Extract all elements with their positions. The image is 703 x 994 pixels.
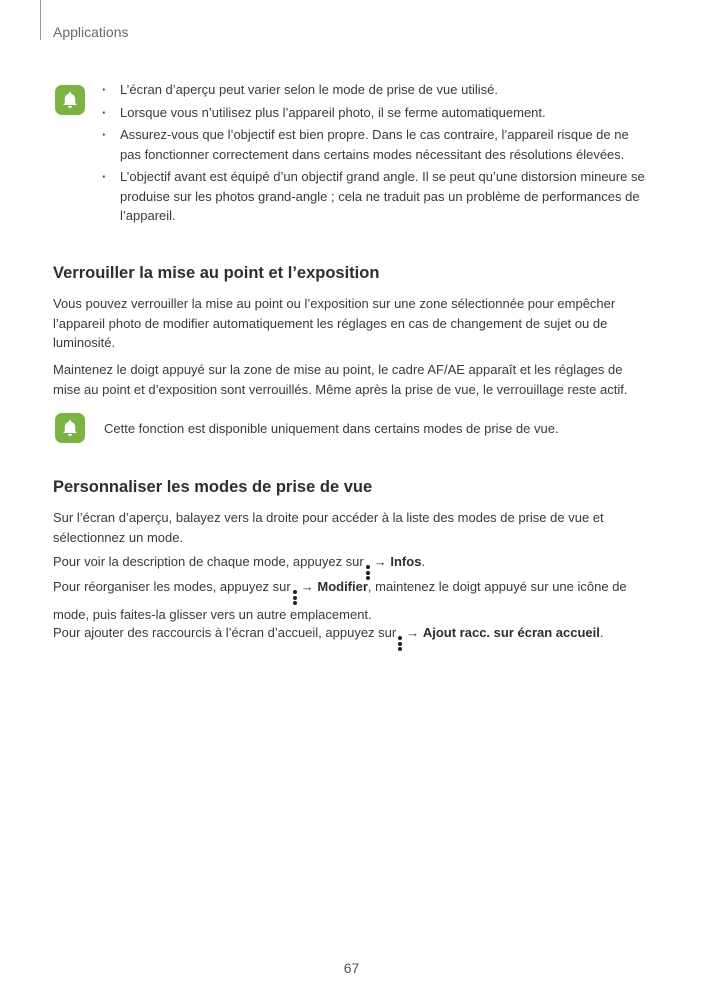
list-item: · L’objectif avant est équipé d’un objectif grand angle. Il se peut qu’une distorsion mineure se produise sur les photos grand-angle ; cela ne traduit pas un problème de performances de l’appareil. xyxy=(100,167,645,226)
instruction-line: Pour ajouter des raccourcis à l’écran d’accueil, appuyez sur → Ajout racc. sur écran accueil. xyxy=(53,623,653,651)
paragraph: Vous pouvez verrouiller la mise au point ou l’exposition sur une zone sélectionnée pour empêcher l’appareil photo de modifier automatiquement les réglages en cas de changement de sujet ou de luminosité. xyxy=(53,296,616,350)
list-item: · Assurez-vous que l’objectif est bien propre. Dans le cas contraire, l’appareil risque de ne pas fonctionner correctement dans certains modes nécessitant des résolutions élevées. xyxy=(100,125,645,164)
header-rule xyxy=(40,0,41,40)
instruction-line: Pour réorganiser les modes, appuyez sur → Modifier, maintenez le doigt appuyé sur une icône de mode, puis faites-la glisser vers un autre emplacement. xyxy=(53,579,627,622)
list-item: · L’écran d’aperçu peut varier selon le mode de prise de vue utilisé. xyxy=(100,80,645,100)
section-header: Applications xyxy=(53,24,129,40)
list-item: · Lorsque vous n’utilisez plus l’appareil photo, il se ferme automatiquement. xyxy=(100,103,645,123)
more-options-icon xyxy=(398,636,402,651)
note-text: Cette fonction est disponible uniquement dans certains modes de prise de vue. xyxy=(104,421,559,436)
section-title: Personnaliser les modes de prise de vue xyxy=(53,478,373,496)
section-title: Verrouiller la mise au point et l’exposition xyxy=(53,264,380,282)
instruction-line: Pour voir la description de chaque mode, appuyez sur → Infos. xyxy=(53,552,653,580)
paragraph: Maintenez le doigt appuyé sur la zone de mise au point, le cadre AF/AE apparaît et les réglages de mise au point et d’exposition sont verrouillés. Même après la prise de vue, le verrouillage reste actif. xyxy=(53,362,628,397)
more-options-icon xyxy=(293,590,297,605)
menu-option-infos: Infos xyxy=(390,554,422,569)
bell-icon xyxy=(55,413,85,443)
bell-icon xyxy=(55,85,85,115)
note-bullet-list xyxy=(100,80,645,229)
paragraph: Sur l’écran d’aperçu, balayez vers la droite pour accéder à la liste des modes de prise de vue et sélectionnez un mode. xyxy=(53,510,604,545)
menu-option-ajout-raccourci: Ajout racc. sur écran accueil xyxy=(422,625,600,640)
page-number: 67 xyxy=(343,960,360,976)
menu-option-modifier: Modifier xyxy=(317,579,368,594)
